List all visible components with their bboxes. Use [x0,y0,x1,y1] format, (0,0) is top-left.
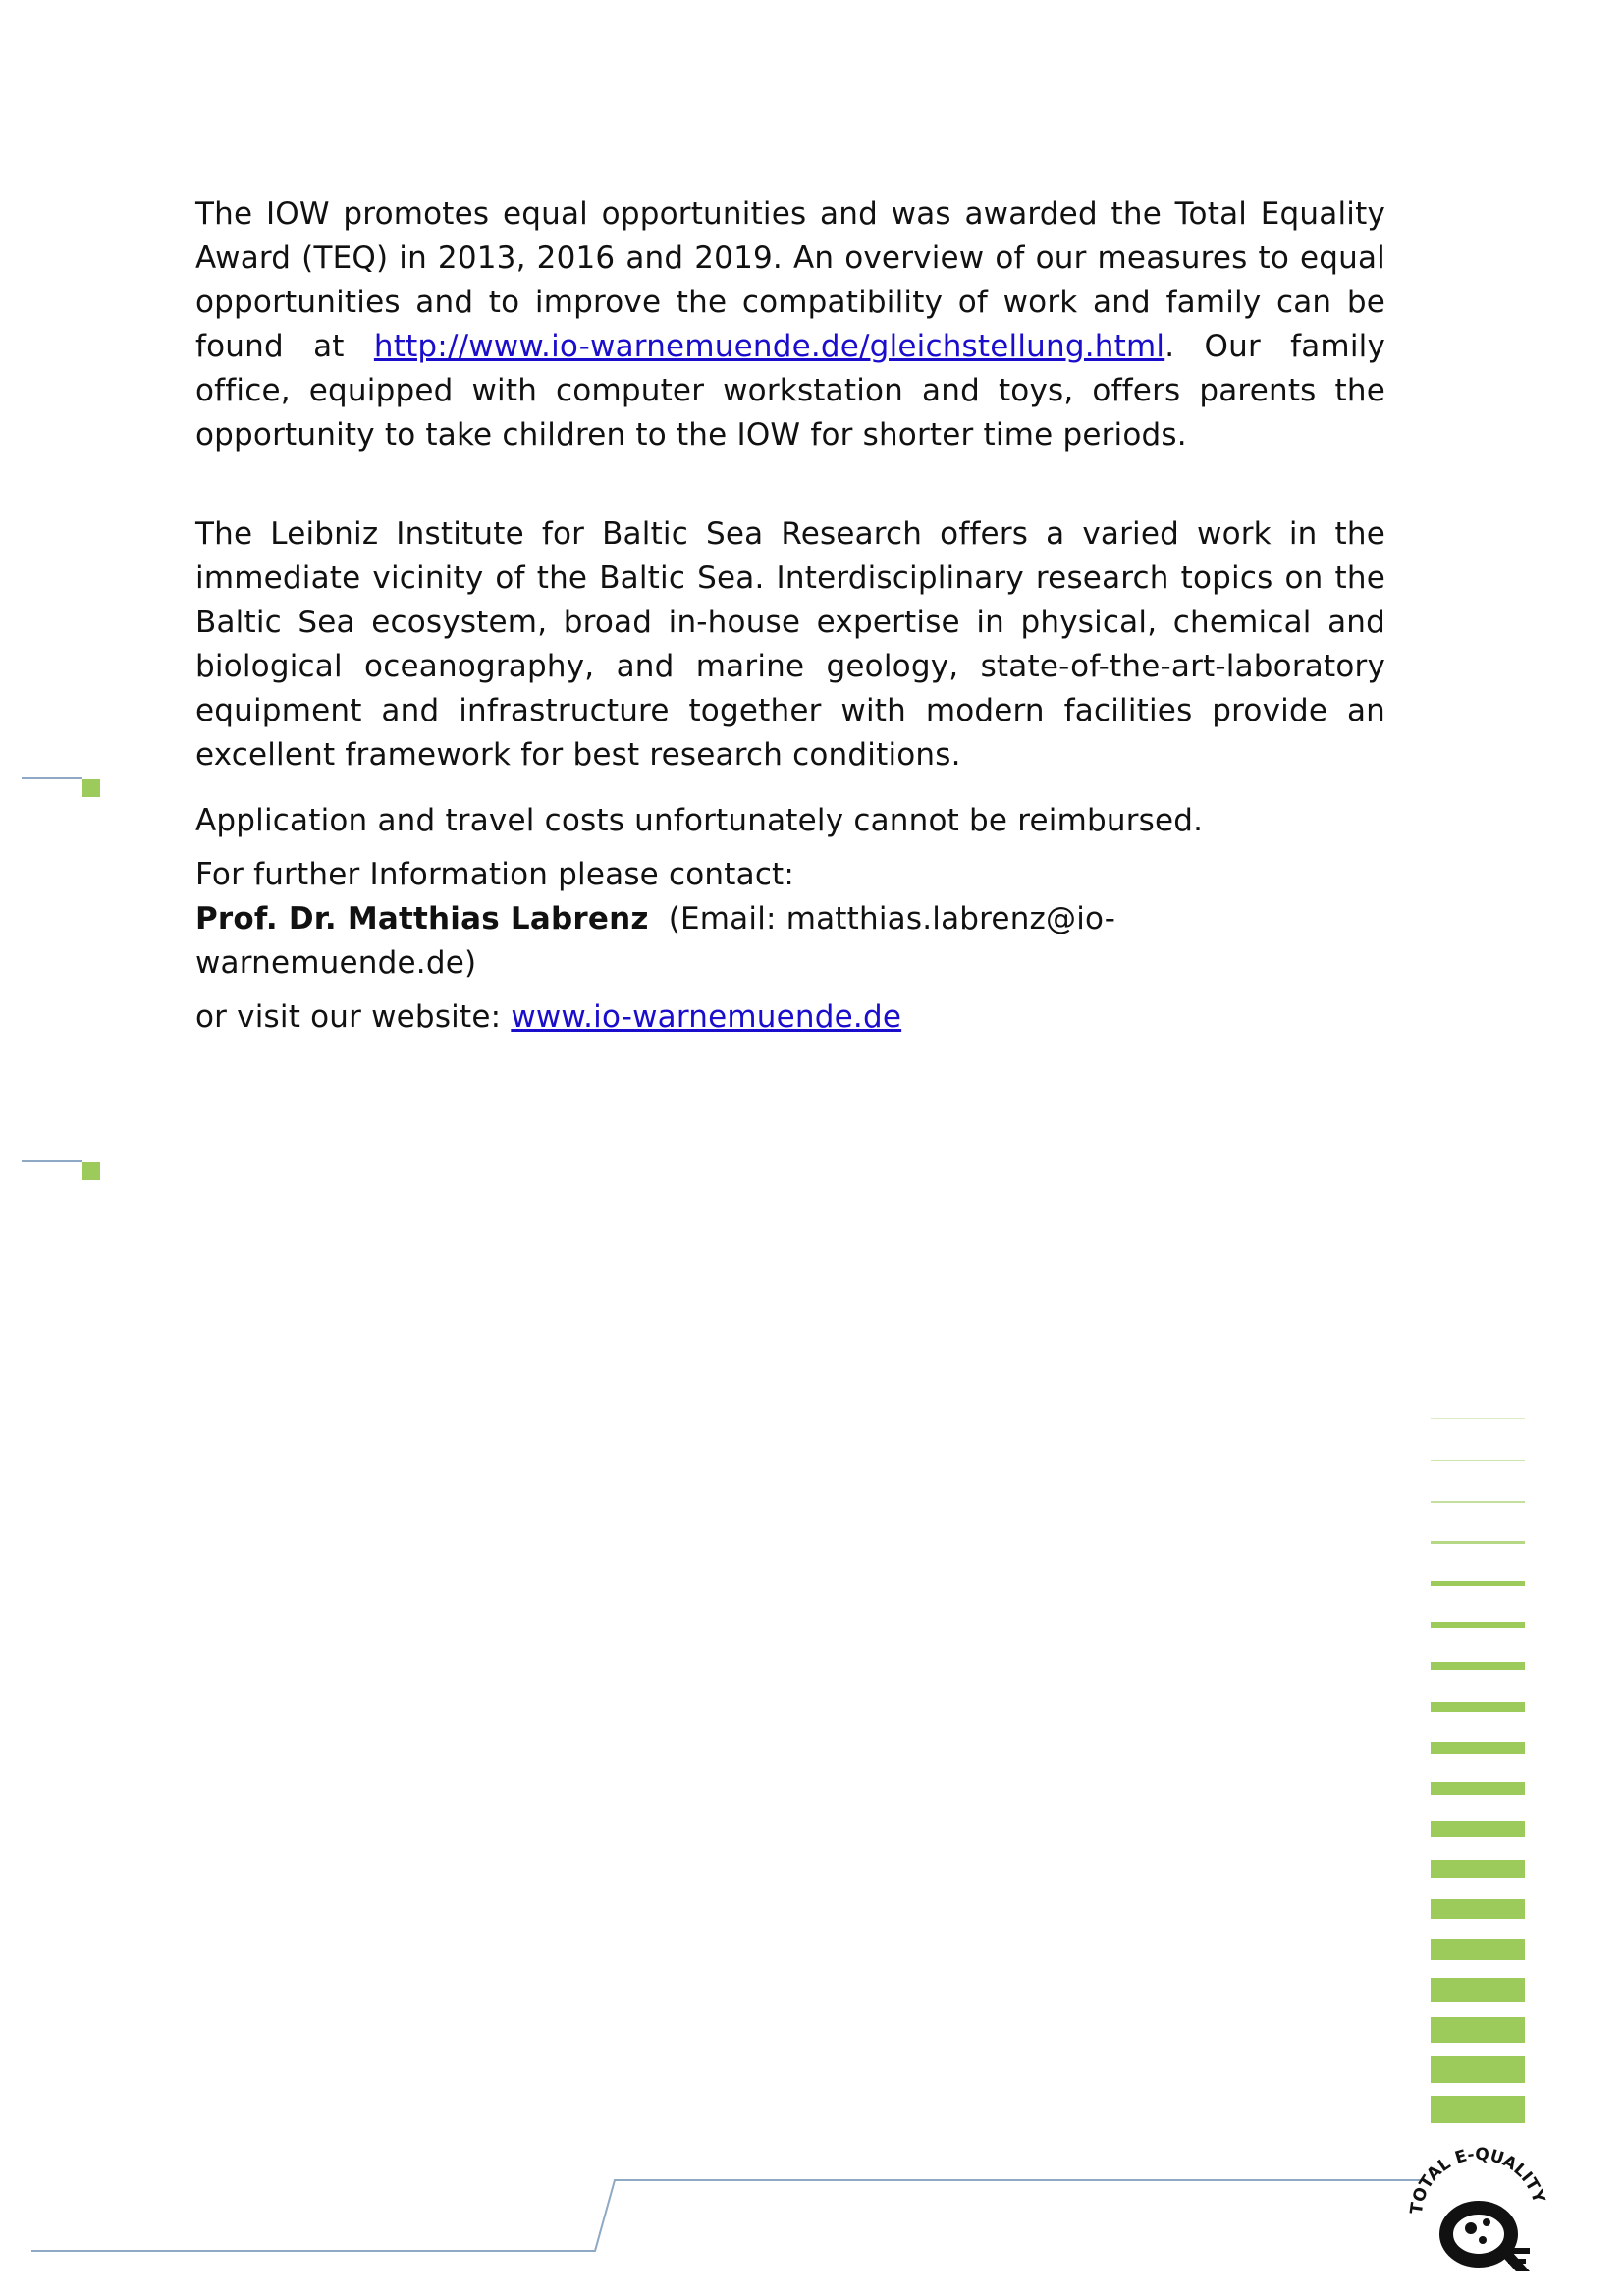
green-bar [1431,1821,1525,1837]
website-prefix: or visit our website: [195,999,512,1035]
website-line [195,995,1385,1040]
green-bar [1431,2096,1525,2123]
paragraph-institute-description: The Leibniz Institute for Baltic Sea Research offers a varied work in the immediate vicinity of the Baltic Sea. Interdisciplinary research topics on the Baltic Sea ecosystem, broad in-house expertise in physical, chemical and biological oceanography, and marine geology, state-of-the-art-laboratory equipment and infrastructure together with modern facilities provide an excellent framework for best research conditions. [195,516,1385,773]
left-marker-square-1 [82,779,100,797]
contact-intro: For further Information please contact: [195,857,795,892]
green-bar [1431,2017,1525,2043]
green-bar [1431,1939,1525,1960]
green-bar [1431,1501,1525,1503]
left-marker-rule-1 [22,777,82,779]
green-bar [1431,1581,1525,1586]
contact-line [195,897,1385,986]
website-link[interactable]: www.io-warnemuende.de [511,999,902,1035]
green-bar [1431,1702,1525,1712]
left-marker-square-2 [82,1162,100,1180]
green-bar [1431,1782,1525,1795]
contact-name: Prof. Dr. Matthias Labrenz [195,901,649,936]
green-bar [1431,1460,1525,1461]
equality-page-link[interactable]: http://www.io-warnemuende.de/gleichstellung.html [373,329,1165,364]
green-bar [1431,2056,1525,2083]
logo-text: TOTAL E-QUALITY [1406,2144,1549,2216]
green-bar [1431,1622,1525,1628]
costs-note: Application and travel costs unfortunately cannot be reimbursed. [195,803,1204,838]
green-bar [1431,1418,1525,1419]
total-e-quality-logo-icon [1406,2140,1553,2277]
document-body [195,192,1385,1040]
green-bar [1431,1541,1525,1544]
green-bar [1431,1860,1525,1878]
green-bar [1431,1899,1525,1919]
green-bar [1431,1662,1525,1670]
paragraph-equal-opportunities-text: The IOW promotes equal opportunities and was awarded the Total Equality Award (TEQ) in 2013, 2016 and 2019. An overview of our measures to equal opportunities and to improve the compatibility of work and family can be found at [195,196,1385,364]
green-bar [1431,1742,1525,1754]
green-bar [1431,1978,1525,2002]
paragraph-equal-opportunities [195,192,1385,457]
left-marker-rule-2 [22,1160,82,1162]
paragraph-equal-opportunities-text-end: . Our family office, equipped with computer workstation and toys, offers parents the opportunity to take children to the IOW for shorter time periods. [195,329,1385,453]
contact-email: (Email: matthias.labrenz@io-warnemuende.de) [195,901,1116,981]
